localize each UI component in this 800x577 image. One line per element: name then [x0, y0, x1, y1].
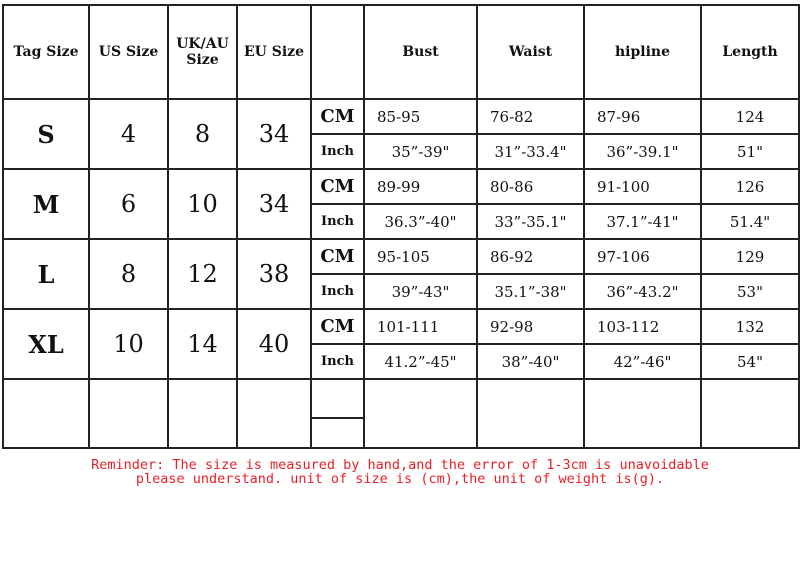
size-l-cm-row	[3, 239, 799, 274]
unit-inch: Inch	[311, 344, 364, 379]
header-eu-size: EU Size	[237, 5, 311, 99]
unit-cm: CM	[311, 99, 364, 134]
unit-inch: Inch	[311, 204, 364, 239]
bust-cm-xl: 101-111	[364, 309, 477, 344]
header-waist: Waist	[477, 5, 584, 99]
length-cm-xl: 132	[701, 309, 799, 344]
size-xl-cm-row	[3, 309, 799, 344]
length-inch-m: 51.4"	[701, 204, 799, 239]
reminder-line-2: please understand. unit of size is (cm),the unit of weight is(g).	[135, 471, 665, 487]
eu-size-l: 38	[237, 239, 311, 309]
hip-cm-xl: 103-112	[584, 309, 701, 344]
empty-row	[3, 379, 799, 418]
eu-size-xl: 40	[237, 309, 311, 379]
unit-cm: CM	[311, 309, 364, 344]
header-row	[3, 5, 799, 99]
tag-size-xl: XL	[3, 309, 89, 379]
tag-size-s: S	[3, 99, 89, 169]
unit-inch: Inch	[311, 134, 364, 169]
hip-inch-l: 36”-43.2"	[584, 274, 701, 309]
waist-cm-l: 86-92	[477, 239, 584, 274]
empty-cell	[311, 418, 364, 448]
header-length: Length	[701, 5, 799, 99]
hip-cm-s: 87-96	[584, 99, 701, 134]
empty-cell	[477, 379, 584, 448]
bust-cm-s: 85-95	[364, 99, 477, 134]
size-chart	[2, 4, 798, 449]
empty-cell	[168, 379, 237, 448]
size-s-cm-row	[3, 99, 799, 134]
length-cm-l: 129	[701, 239, 799, 274]
header-uk-au-size	[168, 5, 237, 99]
uk-size-s: 8	[168, 99, 237, 169]
uk-size-xl: 14	[168, 309, 237, 379]
unit-inch: Inch	[311, 274, 364, 309]
waist-cm-m: 80-86	[477, 169, 584, 204]
empty-cell	[311, 379, 364, 418]
empty-cell	[364, 379, 477, 448]
waist-inch-xl: 38”-40"	[477, 344, 584, 379]
bust-cm-l: 95-105	[364, 239, 477, 274]
hip-inch-m: 37.1”-41"	[584, 204, 701, 239]
length-cm-m: 126	[701, 169, 799, 204]
us-size-m: 6	[89, 169, 168, 239]
header-uk-au-line2: Size	[186, 52, 219, 68]
header-bust: Bust	[364, 5, 477, 99]
unit-cm: CM	[311, 169, 364, 204]
us-size-xl: 10	[89, 309, 168, 379]
reminder-line-1: Reminder: The size is measured by hand,and the error of 1-3cm is unavoidable	[91, 457, 709, 473]
bust-inch-xl: 41.2”-45"	[364, 344, 477, 379]
waist-inch-m: 33”-35.1"	[477, 204, 584, 239]
us-size-l: 8	[89, 239, 168, 309]
hip-inch-xl: 42”-46"	[584, 344, 701, 379]
hip-inch-s: 36”-39.1"	[584, 134, 701, 169]
header-unit	[311, 5, 364, 99]
length-inch-l: 53"	[701, 274, 799, 309]
waist-inch-l: 35.1”-38"	[477, 274, 584, 309]
header-us-size: US Size	[89, 5, 168, 99]
tag-size-m: M	[3, 169, 89, 239]
header-tag-size: Tag Size	[3, 5, 89, 99]
size-table	[2, 4, 800, 449]
empty-cell	[237, 379, 311, 448]
header-hipline: hipline	[584, 5, 701, 99]
length-inch-xl: 54"	[701, 344, 799, 379]
empty-cell	[89, 379, 168, 448]
bust-cm-m: 89-99	[364, 169, 477, 204]
bust-inch-s: 35”-39"	[364, 134, 477, 169]
length-cm-s: 124	[701, 99, 799, 134]
tag-size-l: L	[3, 239, 89, 309]
length-inch-s: 51"	[701, 134, 799, 169]
empty-cell	[584, 379, 701, 448]
uk-size-l: 12	[168, 239, 237, 309]
hip-cm-l: 97-106	[584, 239, 701, 274]
size-m-cm-row	[3, 169, 799, 204]
waist-cm-xl: 92-98	[477, 309, 584, 344]
empty-cell	[701, 379, 799, 448]
bust-inch-l: 39”-43"	[364, 274, 477, 309]
unit-cm: CM	[311, 239, 364, 274]
waist-cm-s: 76-82	[477, 99, 584, 134]
us-size-s: 4	[89, 99, 168, 169]
bust-inch-m: 36.3”-40"	[364, 204, 477, 239]
eu-size-s: 34	[237, 99, 311, 169]
empty-cell	[3, 379, 89, 448]
reminder-note	[0, 458, 800, 486]
hip-cm-m: 91-100	[584, 169, 701, 204]
header-uk-au-line1: UK/AU	[176, 36, 229, 52]
eu-size-m: 34	[237, 169, 311, 239]
waist-inch-s: 31”-33.4"	[477, 134, 584, 169]
uk-size-m: 10	[168, 169, 237, 239]
